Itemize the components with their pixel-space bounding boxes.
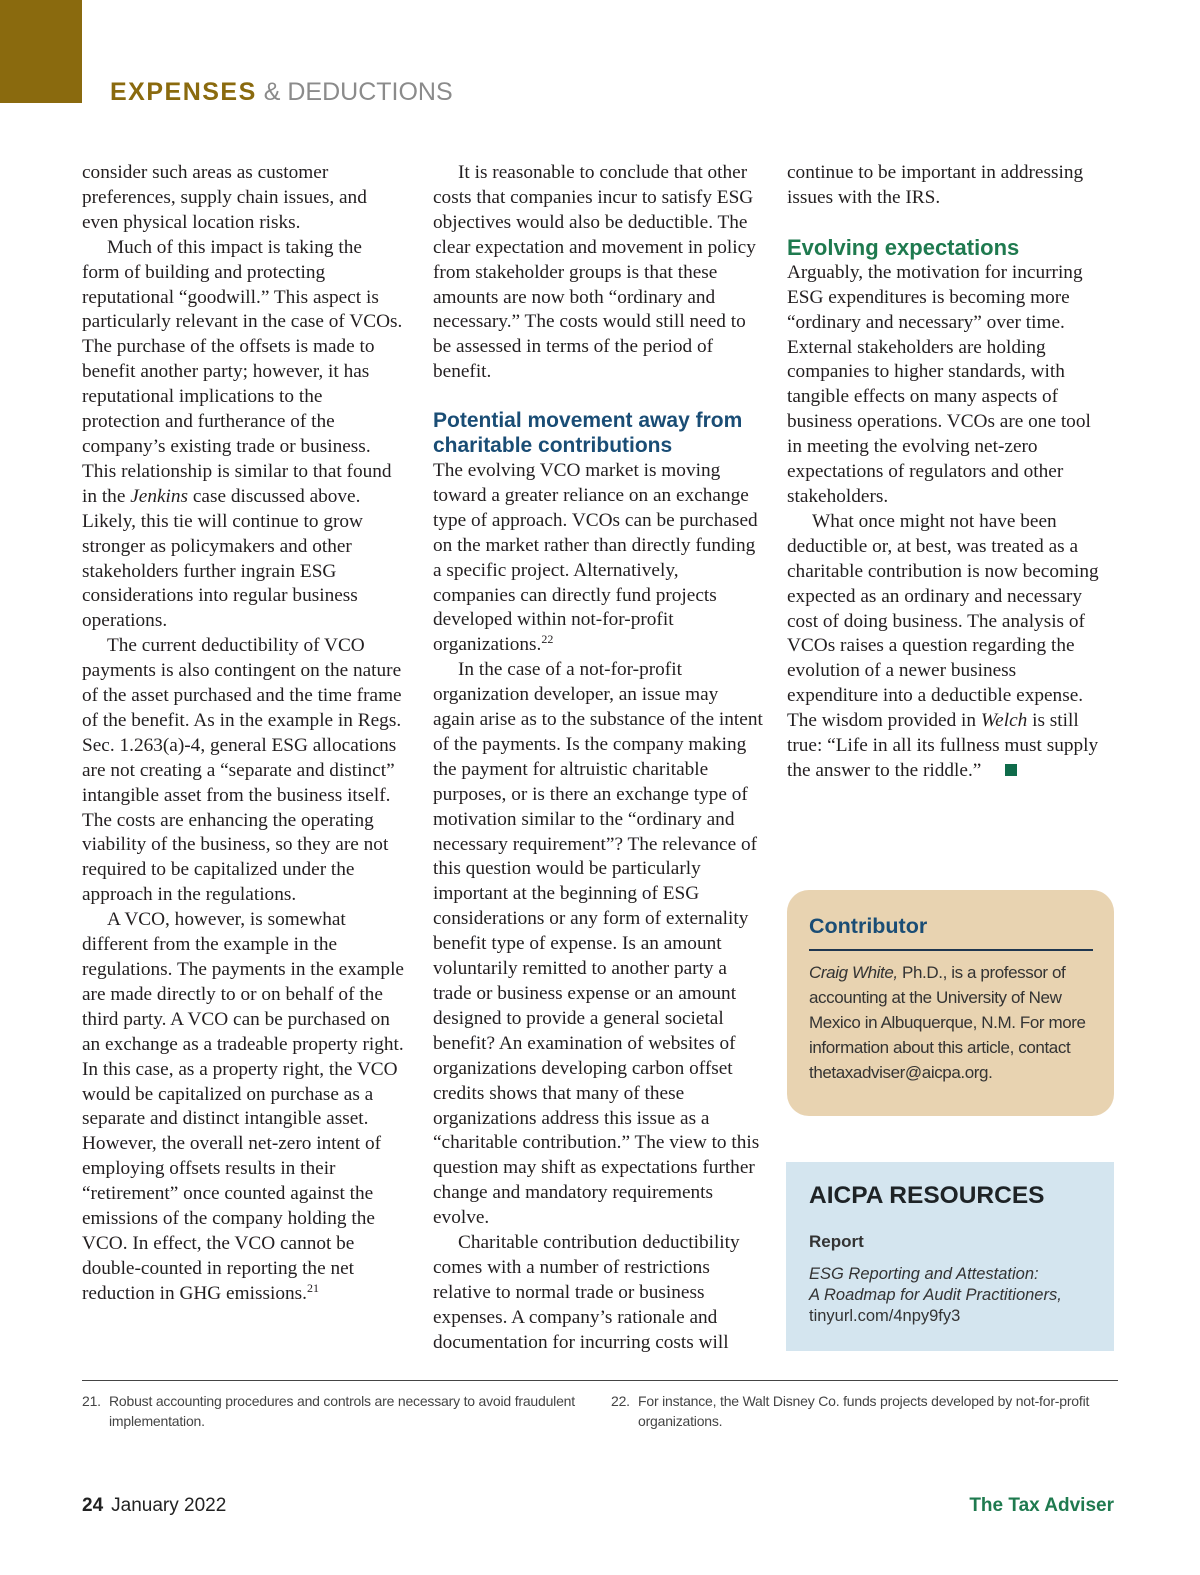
paragraph: The current deductibility of VCO payments is also contingent on the nature of the asset purchased and the time frame of the benefit. As in the example in Regs. Sec. 1.263(a)-4, general ESG allocations are not creating a “separate and distinct” intangible asset from the business itself. The costs are enhancing the operating viability of the business, so they are not required to be capitalized under the approach in the regulations. — [82, 635, 402, 906]
paragraph: It is reasonable to conclude that other costs that companies incur to satisfy ESG objectives would also be deductible. The clear expectation and movement in policy from stakeholder groups is that these amounts are now both “ordinary and necessary.” The costs would still need to be assessed in terms of the period of benefit. — [433, 162, 756, 383]
article-column-3 — [787, 161, 1107, 784]
footnote-text: Robust accounting procedures and controls are necessary to avoid fraudulent implementation. — [109, 1393, 575, 1429]
subheading: Potential movement away from charitable contributions — [433, 409, 743, 458]
report-link[interactable]: tinyurl.com/4npy9fy3 — [809, 1307, 961, 1325]
page-number: 24 — [82, 1495, 104, 1516]
page-footer-left — [82, 1494, 226, 1518]
footnote-ref[interactable]: 21 — [306, 1280, 319, 1295]
aicpa-resources-box — [786, 1162, 1114, 1351]
contributor-bio: Craig White, Ph.D., is a professor of accounting at the University of New Mexico in Albuquerque, N.M. For more information about this article, contact thetaxadviser@aicpa.org. — [809, 963, 1086, 1082]
contributor-name: Craig White, — [809, 963, 898, 982]
paragraph: Arguably, the motivation for incurring ESG expenditures is becoming more “ordinary and necessary” over time. External stakeholders are holding companies to higher standards, with tangible effects on many aspects of business operations. VCOs are one tool in meeting the evolving net-zero expectations of regulators and other stakeholders. — [787, 261, 1091, 507]
report-title-line-2: A Roadmap for Audit Practitioners, — [809, 1286, 1062, 1304]
publication-name: The Tax Adviser — [969, 1495, 1114, 1516]
footnote-22 — [611, 1391, 1111, 1431]
end-of-article-mark — [1005, 764, 1017, 776]
contributor-divider — [809, 949, 1093, 951]
footnote-number: 21. — [82, 1393, 101, 1409]
section-header — [110, 76, 453, 108]
footnote-divider — [82, 1380, 1118, 1381]
resources-report — [809, 1264, 1109, 1327]
report-title-line-1: ESG Reporting and Attestation: — [809, 1265, 1039, 1283]
resources-title: AICPA RESOURCES — [809, 1182, 1045, 1209]
paragraph: What once might not have been deductible or, at best, was treated as a charitable contribution is now becoming expected as an ordinary and necessary cost of doing business. The analysis of VCOs raises a question regarding the evolution of a newer business expenditure into a deductible expense. The wisdom provided in Welch is still true: “Life in all its fullness must supply the answer to the riddle.” — [787, 510, 1099, 781]
footnote-text: For instance, the Walt Disney Co. funds projects developed by not-for-profit organizations. — [638, 1393, 1090, 1429]
section-header-strong: EXPENSES — [110, 78, 257, 106]
paragraph: The evolving VCO market is moving toward a greater reliance on an exchange type of approach. VCOs can be purchased on the market rather than directly funding a specific project. Alternatively, companies can directly fund projects developed within not-for-profit organizations.$^{22}$ — [433, 459, 758, 656]
article-column-1 — [82, 161, 404, 1307]
issue-date: January 2022 — [111, 1495, 227, 1516]
subheading: Evolving expectations — [787, 234, 1020, 260]
footnote-ref[interactable]: 22 — [541, 632, 554, 647]
article-column-2 — [433, 161, 763, 1356]
paragraph: A VCO, however, is somewhat different from the example in the regulations. The payments in the example are made directly to or on behalf of the third party. A VCO can be purchased on an exchange as a tradeable property right. In this case, as a property right, the VCO would be capitalized on purchase as a separate and distinct intangible asset. However, the overall net-zero intent of employing offsets results in their “retirement” once counted against the emissions of the company holding the VCO. In effect, the VCO cannot be double-counted in reporting the net reduction in GHG emissions.$^{21}$ — [82, 909, 404, 1304]
contributor-title: Contributor — [809, 914, 928, 938]
section-header-light: & DEDUCTIONS — [263, 78, 453, 106]
footnote-number: 22. — [611, 1393, 630, 1409]
case-name: Welch — [980, 710, 1028, 732]
resources-label: Report — [809, 1232, 864, 1251]
paragraph: Much of this impact is taking the form of building and protecting reputational “goodwill.” This aspect is particularly relevant in the case of VCOs. The purchase of the offsets is made to benefit another party; however, it has reputational implications to the protection and furtherance of the company’s existing trade or business. This relationship is similar to that found in the Jenkins case discussed above. Likely, this tie will continue to grow stronger as policymakers and other stakeholders further ingrain ESG considerations into regular business operations. — [82, 236, 403, 632]
paragraph: continue to be important in addressing issues with the IRS. — [787, 162, 1084, 208]
paragraph: consider such areas as customer preferences, supply chain issues, and even physical location risks. — [82, 162, 367, 233]
contributor-box — [787, 890, 1114, 1116]
case-name: Jenkins — [130, 485, 189, 507]
header-color-tab — [0, 0, 82, 103]
paragraph: In the case of a not-for-profit organization developer, an issue may again arise as to the substance of the intent of the payments. Is the company making the payment for altruistic charitable purposes, or is there an exchange type of motivation similar to the “ordinary and necessary requirement”? The relevance of this question would be particularly important at the beginning of ESG considerations or any form of externality benefit type of expense. Is an amount voluntarily remitted to another party a trade or business expense or an amount designed to provide a general societal benefit? An examination of websites of organizations developing carbon offset credits shows that many of these organizations address this issue as a “charitable contribution.” The view to this question may shift as expectations further change and mandatory requirements evolve. — [433, 659, 763, 1229]
paragraph: Charitable contribution deductibility comes with a number of restrictions relative to normal trade or business expenses. A company’s rationale and documentation for incurring costs will — [433, 1232, 740, 1353]
footnote-21 — [82, 1391, 582, 1431]
